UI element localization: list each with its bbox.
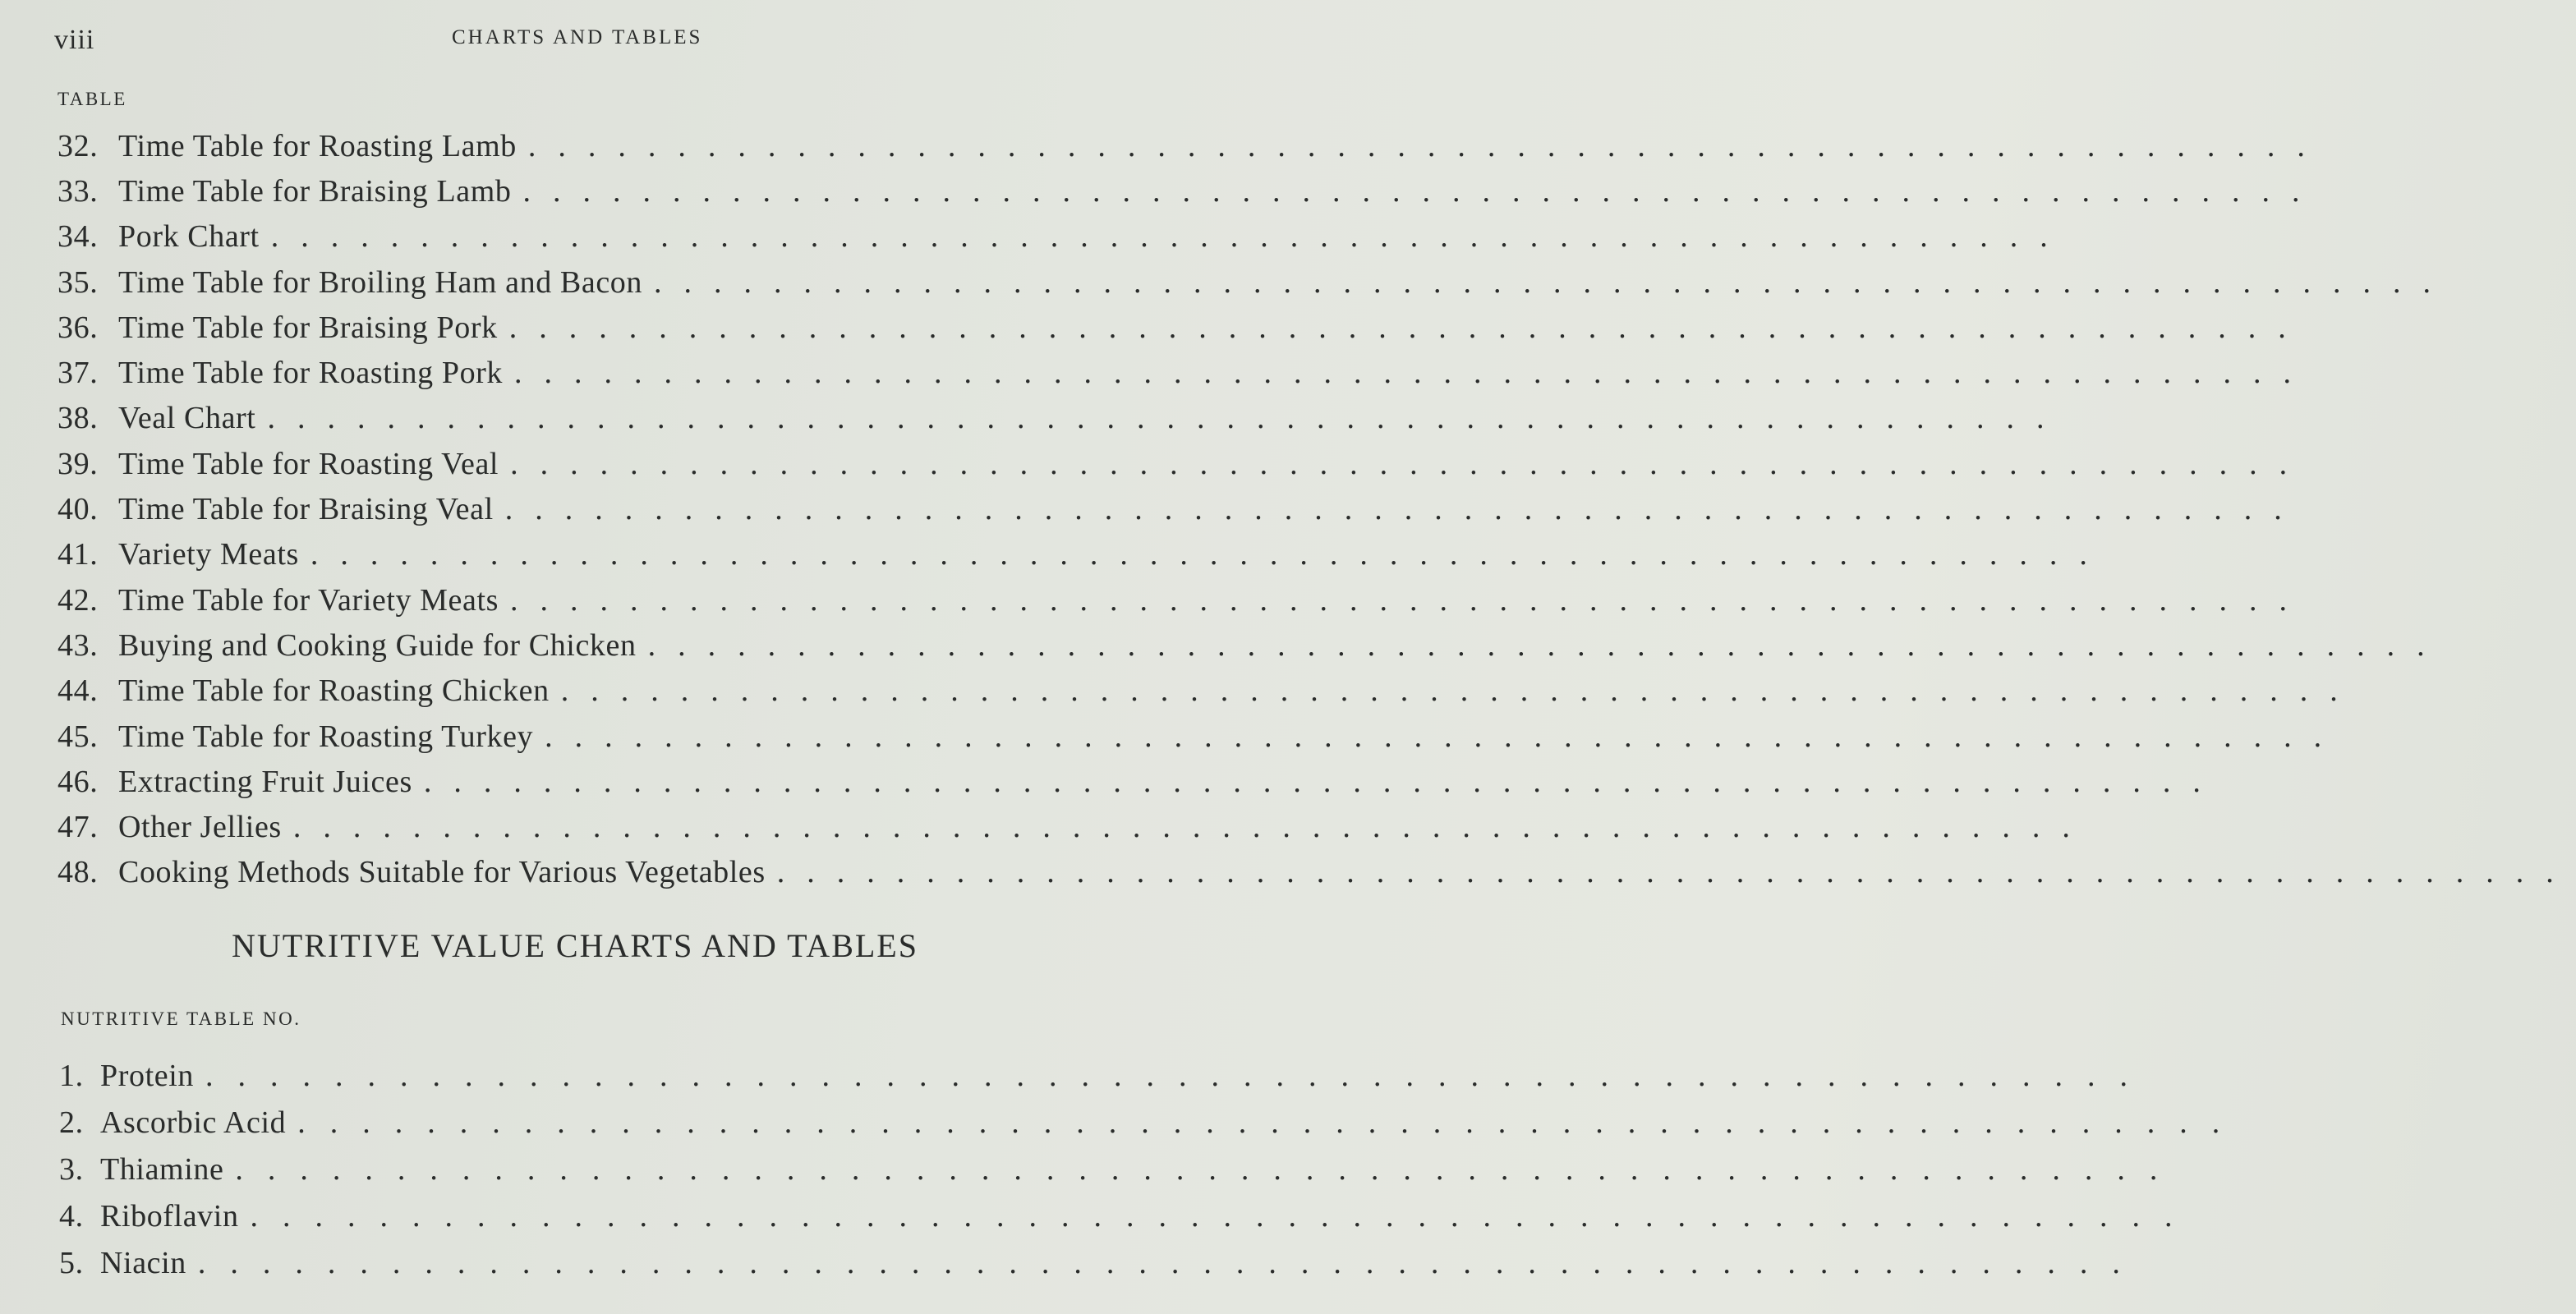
table-entry: [58, 623, 2447, 668]
table-entry: [58, 759, 2223, 804]
dot-leader: ............................................................: [522, 173, 2322, 209]
nutritive-table-column-label: NUTRITIVE TABLE NO.: [61, 1008, 301, 1029]
entry-title: Time Table for Roasting Chicken: [118, 673, 550, 709]
entry-number: 36.: [58, 310, 99, 345]
dot-leader: ............................................................: [250, 1198, 2197, 1234]
entry-title: Protein: [100, 1058, 194, 1093]
entry-title: Riboflavin: [100, 1198, 239, 1234]
dot-leader: ............................................................: [776, 855, 2576, 890]
table-entry: [58, 305, 2308, 350]
entry-number: 42.: [58, 582, 99, 618]
entry-title: Thiamine: [100, 1151, 224, 1187]
nutritive-entry: [59, 1052, 2152, 1099]
dot-leader: ............................................................: [514, 356, 2314, 391]
entry-title: Time Table for Braising Lamb: [118, 173, 512, 209]
dot-leader: ............................................................: [560, 673, 2360, 709]
nutritive-section-heading: NUTRITIVE VALUE CHARTS AND TABLES: [232, 927, 918, 964]
entry-number: 39.: [58, 446, 99, 481]
table-entry: [58, 850, 2576, 895]
table-entry: [58, 486, 2304, 531]
nutritive-entry: [59, 1099, 2245, 1146]
page-number: viii: [54, 25, 95, 55]
table-entry: [58, 714, 2344, 759]
table-entry: [58, 123, 2327, 168]
dot-leader: ............................................................: [310, 537, 2109, 572]
entry-title: Time Table for Roasting Lamb: [118, 128, 517, 163]
dot-leader: ............................................................: [545, 719, 2344, 754]
table-entry: [58, 214, 2070, 260]
entry-title: Veal Chart: [118, 401, 256, 436]
table-entry: [58, 168, 2322, 214]
dot-leader: ............................................................: [267, 401, 2067, 436]
table-entry: [58, 396, 2067, 441]
entry-number: 44.: [58, 673, 99, 709]
entry-title: Variety Meats: [118, 537, 299, 572]
entry-number: 33.: [58, 173, 99, 209]
entry-title: Ascorbic Acid: [100, 1105, 287, 1140]
table-entry: [58, 804, 2092, 849]
dot-leader: ............................................................: [508, 310, 2308, 345]
entry-title: Extracting Fruit Juices: [118, 764, 412, 799]
entry-title: Time Table for Roasting Veal: [118, 446, 499, 481]
nutritive-entry: [59, 1146, 2183, 1192]
table-entry: [58, 577, 2310, 623]
table-entry: [58, 350, 2314, 395]
entry-number: 32.: [58, 128, 99, 163]
entry-number: 4.: [59, 1198, 84, 1234]
entry-number: 5.: [59, 1245, 84, 1280]
dot-leader: ............................................................: [423, 764, 2223, 799]
entry-number: 38.: [58, 401, 99, 436]
dot-leader: ............................................................: [527, 128, 2327, 163]
entry-number: 1.: [59, 1058, 84, 1093]
dot-leader: ............................................................: [270, 219, 2070, 255]
table-entry: [58, 532, 2109, 577]
dot-leader: ............................................................: [297, 1105, 2245, 1140]
table-entry-list: [58, 123, 2576, 895]
dot-leader: ............................................................: [205, 1058, 2152, 1093]
entry-number: 2.: [59, 1105, 84, 1140]
dot-leader: ............................................................: [292, 810, 2092, 845]
dot-leader: ............................................................: [654, 264, 2454, 300]
entry-title: Time Table for Braising Pork: [118, 310, 498, 345]
nutritive-entry: [59, 1239, 2145, 1286]
entry-title: Time Table for Braising Veal: [118, 492, 494, 527]
entry-number: 43.: [58, 627, 99, 663]
entry-title: Niacin: [100, 1245, 186, 1280]
entry-number: 35.: [58, 264, 99, 300]
entry-number: 48.: [58, 855, 99, 890]
entry-title: Buying and Cooking Guide for Chicken: [118, 627, 637, 663]
dot-leader: ............................................................: [504, 492, 2304, 527]
entry-number: 40.: [58, 492, 99, 527]
entry-number: 37.: [58, 356, 99, 391]
nutritive-entry: [59, 1192, 2197, 1239]
entry-number: 3.: [59, 1151, 84, 1187]
table-column-label: TABLE: [58, 89, 127, 109]
dot-leader: ............................................................: [197, 1245, 2145, 1280]
entry-number: 34.: [58, 219, 99, 255]
entry-title: Time Table for Roasting Turkey: [118, 719, 534, 754]
entry-number: 45.: [58, 719, 99, 754]
entry-title: Time Table for Broiling Ham and Bacon: [118, 264, 643, 300]
entry-number: 47.: [58, 810, 99, 845]
running-head: CHARTS AND TABLES: [452, 26, 703, 48]
dot-leader: ............................................................: [510, 446, 2310, 481]
dot-leader: ............................................................: [235, 1151, 2183, 1187]
entry-title: Other Jellies: [118, 810, 282, 845]
table-entry: [58, 668, 2360, 714]
entry-number: 46.: [58, 764, 99, 799]
dot-leader: ............................................................: [510, 582, 2310, 618]
table-entry: [58, 441, 2310, 486]
entry-number: 41.: [58, 537, 99, 572]
entry-title: Cooking Methods Suitable for Various Vegetables: [118, 855, 766, 890]
entry-title: Time Table for Roasting Pork: [118, 356, 504, 391]
table-entry: [58, 260, 2454, 305]
entry-title: Pork Chart: [118, 219, 260, 255]
nutritive-entry-list: [59, 1052, 2245, 1286]
entry-title: Time Table for Variety Meats: [118, 582, 499, 618]
dot-leader: ............................................................: [647, 627, 2447, 663]
